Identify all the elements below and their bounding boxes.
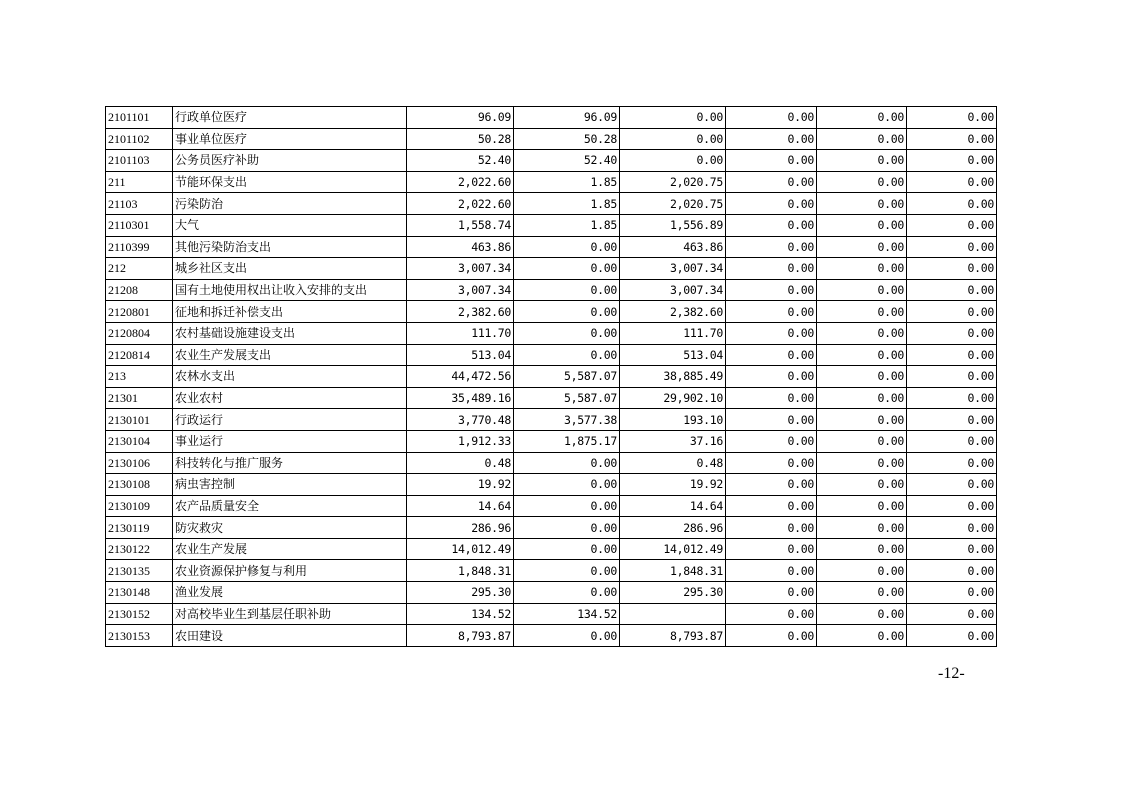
- basic-expense-cell: 0.00: [514, 452, 620, 474]
- subject-name-cell: 农业资源保护修复与利用: [173, 560, 407, 582]
- amount-cell-5: 0.00: [817, 452, 907, 474]
- subject-name-cell: 农村基础设施建设支出: [173, 322, 407, 344]
- amount-cell-6: 0.00: [907, 214, 997, 236]
- amount-cell-5: 0.00: [817, 430, 907, 452]
- subject-name-cell: 行政运行: [173, 409, 407, 431]
- project-expense-cell: 0.00: [620, 150, 726, 172]
- table-row: [106, 366, 997, 388]
- table-row: [106, 517, 997, 539]
- table-row: [106, 279, 997, 301]
- amount-cell-5: 0.00: [817, 301, 907, 323]
- amount-cell-5: 0.00: [817, 387, 907, 409]
- amount-cell-4: 0.00: [726, 430, 817, 452]
- basic-expense-cell: 0.00: [514, 322, 620, 344]
- amount-cell-4: 0.00: [726, 322, 817, 344]
- basic-expense-cell: 134.52: [514, 603, 620, 625]
- amount-cell-5: 0.00: [817, 193, 907, 215]
- table-row: [106, 322, 997, 344]
- total-cell: 44,472.56: [407, 366, 514, 388]
- subject-name-cell: 节能环保支出: [173, 171, 407, 193]
- basic-expense-cell: 0.00: [514, 560, 620, 582]
- project-expense-cell: 14.64: [620, 495, 726, 517]
- amount-cell-5: 0.00: [817, 150, 907, 172]
- subject-code-cell: 2120814: [106, 344, 173, 366]
- table-row: [106, 474, 997, 496]
- project-expense-cell: [620, 603, 726, 625]
- subject-code-cell: 21208: [106, 279, 173, 301]
- total-cell: 8,793.87: [407, 625, 514, 647]
- subject-name-cell: 污染防治: [173, 193, 407, 215]
- amount-cell-6: 0.00: [907, 517, 997, 539]
- subject-name-cell: 病虫害控制: [173, 474, 407, 496]
- basic-expense-cell: 1.85: [514, 214, 620, 236]
- amount-cell-6: 0.00: [907, 625, 997, 647]
- amount-cell-6: 0.00: [907, 150, 997, 172]
- amount-cell-6: 0.00: [907, 603, 997, 625]
- amount-cell-5: 0.00: [817, 517, 907, 539]
- subject-name-cell: 征地和拆迁补偿支出: [173, 301, 407, 323]
- total-cell: 50.28: [407, 128, 514, 150]
- amount-cell-4: 0.00: [726, 625, 817, 647]
- amount-cell-6: 0.00: [907, 387, 997, 409]
- table-row: [106, 171, 997, 193]
- amount-cell-5: 0.00: [817, 171, 907, 193]
- project-expense-cell: 14,012.49: [620, 538, 726, 560]
- amount-cell-6: 0.00: [907, 258, 997, 280]
- table-row: [106, 258, 997, 280]
- basic-expense-cell: 0.00: [514, 538, 620, 560]
- subject-code-cell: 21103: [106, 193, 173, 215]
- amount-cell-5: 0.00: [817, 279, 907, 301]
- amount-cell-4: 0.00: [726, 495, 817, 517]
- amount-cell-6: 0.00: [907, 236, 997, 258]
- table-row: [106, 301, 997, 323]
- amount-cell-6: 0.00: [907, 322, 997, 344]
- subject-code-cell: 2120804: [106, 322, 173, 344]
- subject-name-cell: 城乡社区支出: [173, 258, 407, 280]
- total-cell: 52.40: [407, 150, 514, 172]
- basic-expense-cell: 52.40: [514, 150, 620, 172]
- amount-cell-4: 0.00: [726, 107, 817, 129]
- subject-code-cell: 2130153: [106, 625, 173, 647]
- table-row: [106, 193, 997, 215]
- project-expense-cell: 2,382.60: [620, 301, 726, 323]
- subject-code-cell: 2130106: [106, 452, 173, 474]
- amount-cell-4: 0.00: [726, 538, 817, 560]
- project-expense-cell: 19.92: [620, 474, 726, 496]
- total-cell: 1,558.74: [407, 214, 514, 236]
- table-body: [106, 107, 997, 647]
- total-cell: 1,848.31: [407, 560, 514, 582]
- amount-cell-4: 0.00: [726, 214, 817, 236]
- subject-code-cell: 2101103: [106, 150, 173, 172]
- table-row: [106, 409, 997, 431]
- table-row: [106, 495, 997, 517]
- total-cell: 2,022.60: [407, 171, 514, 193]
- subject-name-cell: 行政单位医疗: [173, 107, 407, 129]
- basic-expense-cell: 0.00: [514, 495, 620, 517]
- amount-cell-4: 0.00: [726, 387, 817, 409]
- basic-expense-cell: 1,875.17: [514, 430, 620, 452]
- amount-cell-4: 0.00: [726, 279, 817, 301]
- basic-expense-cell: 0.00: [514, 258, 620, 280]
- amount-cell-6: 0.00: [907, 344, 997, 366]
- amount-cell-6: 0.00: [907, 193, 997, 215]
- amount-cell-5: 0.00: [817, 258, 907, 280]
- subject-code-cell: 2110301: [106, 214, 173, 236]
- amount-cell-6: 0.00: [907, 452, 997, 474]
- subject-name-cell: 防灾救灾: [173, 517, 407, 539]
- total-cell: 111.70: [407, 322, 514, 344]
- amount-cell-4: 0.00: [726, 128, 817, 150]
- subject-name-cell: 农业生产发展: [173, 538, 407, 560]
- total-cell: 0.48: [407, 452, 514, 474]
- subject-name-cell: 农业农村: [173, 387, 407, 409]
- amount-cell-4: 0.00: [726, 409, 817, 431]
- basic-expense-cell: 0.00: [514, 344, 620, 366]
- basic-expense-cell: 5,587.07: [514, 366, 620, 388]
- total-cell: 35,489.16: [407, 387, 514, 409]
- project-expense-cell: 0.00: [620, 128, 726, 150]
- amount-cell-4: 0.00: [726, 344, 817, 366]
- subject-name-cell: 对高校毕业生到基层任职补助: [173, 603, 407, 625]
- amount-cell-5: 0.00: [817, 582, 907, 604]
- basic-expense-cell: 1.85: [514, 171, 620, 193]
- project-expense-cell: 295.30: [620, 582, 726, 604]
- subject-code-cell: 2130152: [106, 603, 173, 625]
- amount-cell-5: 0.00: [817, 344, 907, 366]
- amount-cell-5: 0.00: [817, 214, 907, 236]
- page-number: -12-: [938, 665, 965, 682]
- basic-expense-cell: 3,577.38: [514, 409, 620, 431]
- amount-cell-4: 0.00: [726, 193, 817, 215]
- total-cell: 3,770.48: [407, 409, 514, 431]
- basic-expense-cell: 0.00: [514, 625, 620, 647]
- basic-expense-cell: 0.00: [514, 582, 620, 604]
- total-cell: 513.04: [407, 344, 514, 366]
- total-cell: 2,382.60: [407, 301, 514, 323]
- subject-code-cell: 212: [106, 258, 173, 280]
- amount-cell-5: 0.00: [817, 236, 907, 258]
- subject-name-cell: 农林水支出: [173, 366, 407, 388]
- subject-name-cell: 渔业发展: [173, 582, 407, 604]
- total-cell: 19.92: [407, 474, 514, 496]
- subject-name-cell: 大气: [173, 214, 407, 236]
- table-row: [106, 452, 997, 474]
- project-expense-cell: 3,007.34: [620, 279, 726, 301]
- amount-cell-6: 0.00: [907, 474, 997, 496]
- amount-cell-4: 0.00: [726, 236, 817, 258]
- project-expense-cell: 37.16: [620, 430, 726, 452]
- subject-name-cell: 公务员医疗补助: [173, 150, 407, 172]
- amount-cell-4: 0.00: [726, 366, 817, 388]
- project-expense-cell: 1,848.31: [620, 560, 726, 582]
- subject-code-cell: 2101101: [106, 107, 173, 129]
- project-expense-cell: 8,793.87: [620, 625, 726, 647]
- amount-cell-4: 0.00: [726, 171, 817, 193]
- amount-cell-6: 0.00: [907, 538, 997, 560]
- total-cell: 286.96: [407, 517, 514, 539]
- basic-expense-cell: 50.28: [514, 128, 620, 150]
- amount-cell-4: 0.00: [726, 560, 817, 582]
- amount-cell-6: 0.00: [907, 495, 997, 517]
- amount-cell-5: 0.00: [817, 560, 907, 582]
- table-row: [106, 344, 997, 366]
- total-cell: 1,912.33: [407, 430, 514, 452]
- project-expense-cell: 513.04: [620, 344, 726, 366]
- subject-code-cell: 2130119: [106, 517, 173, 539]
- amount-cell-5: 0.00: [817, 409, 907, 431]
- total-cell: 463.86: [407, 236, 514, 258]
- basic-expense-cell: 5,587.07: [514, 387, 620, 409]
- subject-name-cell: 农业生产发展支出: [173, 344, 407, 366]
- basic-expense-cell: 0.00: [514, 517, 620, 539]
- subject-code-cell: 2101102: [106, 128, 173, 150]
- project-expense-cell: 38,885.49: [620, 366, 726, 388]
- table-row: [106, 107, 997, 129]
- subject-code-cell: 213: [106, 366, 173, 388]
- amount-cell-6: 0.00: [907, 409, 997, 431]
- total-cell: 96.09: [407, 107, 514, 129]
- amount-cell-6: 0.00: [907, 560, 997, 582]
- amount-cell-4: 0.00: [726, 474, 817, 496]
- amount-cell-5: 0.00: [817, 538, 907, 560]
- basic-expense-cell: 0.00: [514, 236, 620, 258]
- amount-cell-5: 0.00: [817, 322, 907, 344]
- amount-cell-5: 0.00: [817, 495, 907, 517]
- total-cell: 14,012.49: [407, 538, 514, 560]
- amount-cell-6: 0.00: [907, 366, 997, 388]
- table-row: [106, 387, 997, 409]
- table-row: [106, 625, 997, 647]
- project-expense-cell: 0.00: [620, 107, 726, 129]
- subject-code-cell: 2130101: [106, 409, 173, 431]
- basic-expense-cell: 0.00: [514, 474, 620, 496]
- table-row: [106, 603, 997, 625]
- table-row: [106, 236, 997, 258]
- subject-code-cell: 2130122: [106, 538, 173, 560]
- amount-cell-5: 0.00: [817, 625, 907, 647]
- amount-cell-6: 0.00: [907, 301, 997, 323]
- table-row: [106, 128, 997, 150]
- project-expense-cell: 111.70: [620, 322, 726, 344]
- amount-cell-6: 0.00: [907, 128, 997, 150]
- subject-code-cell: 2120801: [106, 301, 173, 323]
- project-expense-cell: 0.48: [620, 452, 726, 474]
- subject-code-cell: 2130109: [106, 495, 173, 517]
- project-expense-cell: 2,020.75: [620, 193, 726, 215]
- amount-cell-5: 0.00: [817, 366, 907, 388]
- subject-name-cell: 科技转化与推广服务: [173, 452, 407, 474]
- amount-cell-5: 0.00: [817, 603, 907, 625]
- project-expense-cell: 2,020.75: [620, 171, 726, 193]
- project-expense-cell: 1,556.89: [620, 214, 726, 236]
- basic-expense-cell: 0.00: [514, 301, 620, 323]
- basic-expense-cell: 96.09: [514, 107, 620, 129]
- amount-cell-4: 0.00: [726, 517, 817, 539]
- subject-code-cell: 2130135: [106, 560, 173, 582]
- amount-cell-6: 0.00: [907, 430, 997, 452]
- subject-name-cell: 事业运行: [173, 430, 407, 452]
- project-expense-cell: 3,007.34: [620, 258, 726, 280]
- subject-code-cell: 21301: [106, 387, 173, 409]
- total-cell: 14.64: [407, 495, 514, 517]
- subject-name-cell: 其他污染防治支出: [173, 236, 407, 258]
- amount-cell-6: 0.00: [907, 107, 997, 129]
- amount-cell-4: 0.00: [726, 603, 817, 625]
- subject-code-cell: 2130108: [106, 474, 173, 496]
- subject-name-cell: 国有土地使用权出让收入安排的支出: [173, 279, 407, 301]
- project-expense-cell: 463.86: [620, 236, 726, 258]
- project-expense-cell: 286.96: [620, 517, 726, 539]
- amount-cell-6: 0.00: [907, 582, 997, 604]
- amount-cell-4: 0.00: [726, 150, 817, 172]
- subject-code-cell: 2130104: [106, 430, 173, 452]
- subject-name-cell: 农田建设: [173, 625, 407, 647]
- table-row: [106, 430, 997, 452]
- table-row: [106, 560, 997, 582]
- subject-code-cell: 211: [106, 171, 173, 193]
- total-cell: 3,007.34: [407, 258, 514, 280]
- subject-name-cell: 农产品质量安全: [173, 495, 407, 517]
- amount-cell-6: 0.00: [907, 279, 997, 301]
- table-row: [106, 150, 997, 172]
- basic-expense-cell: 0.00: [514, 279, 620, 301]
- amount-cell-6: 0.00: [907, 171, 997, 193]
- table-row: [106, 214, 997, 236]
- project-expense-cell: 29,902.10: [620, 387, 726, 409]
- amount-cell-5: 0.00: [817, 107, 907, 129]
- total-cell: 2,022.60: [407, 193, 514, 215]
- total-cell: 3,007.34: [407, 279, 514, 301]
- amount-cell-4: 0.00: [726, 452, 817, 474]
- amount-cell-5: 0.00: [817, 128, 907, 150]
- budget-expenditure-table: [105, 106, 997, 647]
- project-expense-cell: 193.10: [620, 409, 726, 431]
- amount-cell-5: 0.00: [817, 474, 907, 496]
- amount-cell-4: 0.00: [726, 258, 817, 280]
- table-row: [106, 582, 997, 604]
- subject-code-cell: 2110399: [106, 236, 173, 258]
- amount-cell-4: 0.00: [726, 301, 817, 323]
- subject-name-cell: 事业单位医疗: [173, 128, 407, 150]
- amount-cell-4: 0.00: [726, 582, 817, 604]
- total-cell: 295.30: [407, 582, 514, 604]
- basic-expense-cell: 1.85: [514, 193, 620, 215]
- table-row: [106, 538, 997, 560]
- total-cell: 134.52: [407, 603, 514, 625]
- subject-code-cell: 2130148: [106, 582, 173, 604]
